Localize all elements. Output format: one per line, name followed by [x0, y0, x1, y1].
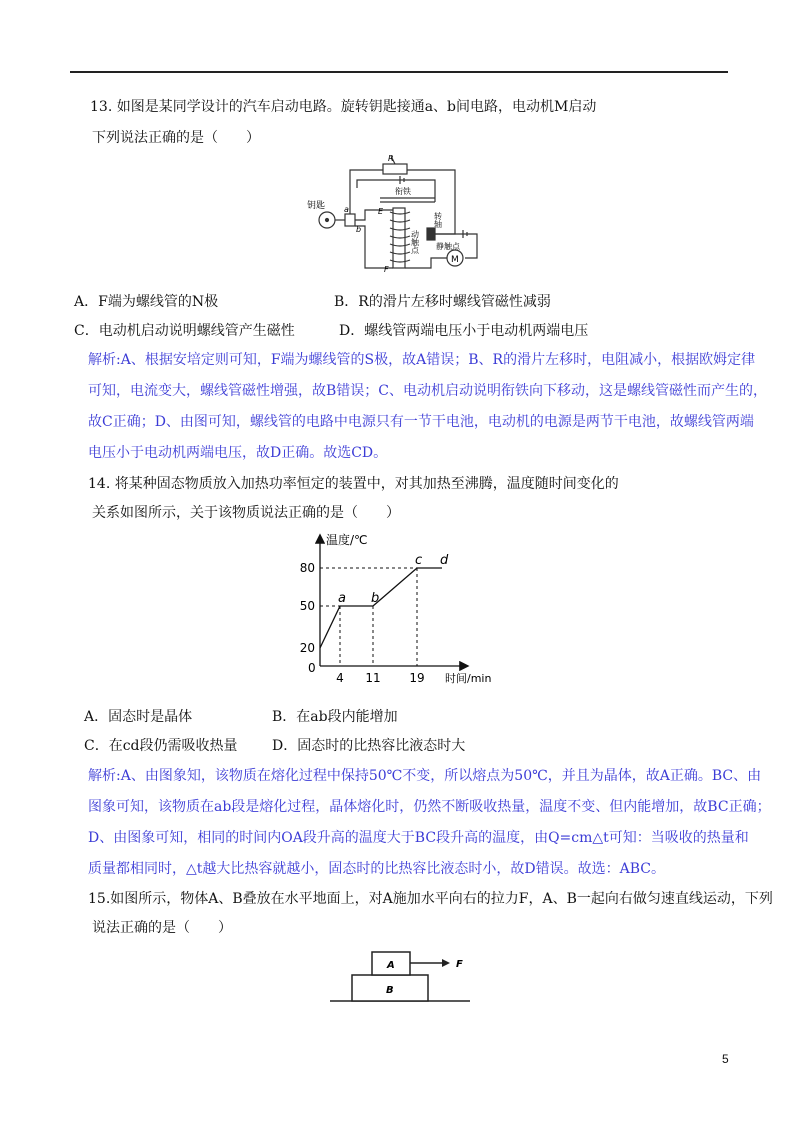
block-b-label: B — [386, 985, 394, 996]
terminal-a-label: a — [344, 205, 349, 214]
q13-answer-line-3: 故C正确；D、由图可知，螺线管的电路中电源只有一节干电池，电动机的电源是两节干电池，故螺线管两端 — [88, 414, 754, 430]
q13-answer-line-2: 可知，电流变大，螺线管磁性增强，故B错误；C、电动机启动说明衔铁向下移动，这是螺线管磁性而产生的， — [88, 383, 767, 399]
q15-stem-line-2: 说法正确的是（ ） — [92, 920, 232, 936]
key-label: 钥匙 — [307, 201, 326, 211]
rheostat-label: R — [388, 154, 394, 163]
x-tick-label-19: 19 — [409, 671, 425, 685]
header-rule — [70, 71, 728, 73]
point-label-c: c — [415, 553, 423, 568]
motor-label: M — [451, 255, 459, 265]
q13-option-c: C．电动机启动说明螺线管产生磁性 — [74, 323, 295, 339]
y-tick-label-80: 80 — [299, 561, 315, 575]
x-axis-label: 时间/min — [445, 672, 492, 685]
pivot-label: 转轴 — [433, 212, 443, 228]
y-axis-label: 温度/℃ — [326, 533, 368, 547]
y-tick-label-20: 20 — [299, 641, 315, 655]
q13-answer-line-1: 解析:A、根据安培定则可知，F端为螺线管的S极，故A错误；B、R的滑片左移时，电阻减小，根据欧姆定律 — [88, 352, 756, 368]
q13-option-a: A．F端为螺线管的N极 — [74, 294, 219, 310]
q14-answer-line-1: 解析:A、由图象知，该物质在熔化过程中保持50℃不变，所以熔点为50℃，并且为晶体，故A正确。BC、由 — [88, 768, 762, 784]
q14-option-d: D．固态时的比热容比液态时大 — [272, 738, 466, 754]
x-tick-label-11: 11 — [365, 671, 381, 685]
q14-answer-line-2: 图象可知，该物质在ab段是熔化过程，晶体熔化时，仍然不断吸收热量，温度不变、但内能增加，故BC正确； — [88, 799, 771, 815]
page-number: 5 — [722, 1052, 729, 1066]
q13-circuit-figure — [305, 150, 480, 275]
point-label-b: b — [371, 591, 380, 606]
q14-answer-line-3: D、由图象可知，相同的时间内OA段升高的温度大于BC段升高的温度，由Q=cm△t可知：当吸收的热量和 — [88, 830, 749, 846]
f-end-label: F — [384, 265, 389, 274]
q14-temperature-chart — [295, 530, 505, 690]
q13-option-d: D．螺线管两端电压小于电动机两端电压 — [339, 323, 589, 339]
static-contact-label: 静触点 — [436, 242, 460, 251]
block-a-label: A — [387, 960, 395, 971]
battery-e-label: E — [378, 207, 384, 216]
force-arrow-head — [442, 959, 450, 967]
q15-stem-line-1: 15.如图所示，物体A、B叠放在水平地面上，对A施加水平向右的拉力F，A、B一起向右做匀速直线运动，下列 — [88, 891, 773, 907]
q14-option-c: C．在cd段仍需吸收热量 — [84, 738, 238, 754]
q14-stem-line-1: 14. 将某种固态物质放入加热功率恒定的装置中，对其加热至沸腾，温度随时间变化的 — [88, 476, 619, 492]
q14-stem-line-2: 关系如图所示，关于该物质说法正确的是（ ） — [92, 505, 400, 521]
q15-blocks-figure — [330, 945, 480, 1005]
iron-label: 衔铁 — [395, 187, 411, 196]
origin-label: 0 — [308, 661, 316, 675]
q14-option-a: A．固态时是晶体 — [84, 709, 193, 725]
terminal-b-label: b — [356, 225, 362, 234]
point-label-d: d — [440, 553, 449, 568]
temperature-series-line — [320, 568, 442, 648]
q14-option-b: B．在ab段内能增加 — [272, 709, 398, 725]
q13-stem-line-2: 下列说法正确的是（ ） — [92, 130, 260, 146]
q13-option-b: B．R的滑片左移时螺线管磁性减弱 — [334, 294, 551, 310]
q13-stem-line-1: 13. 如图是某同学设计的汽车启动电路。旋转钥匙接通a、b间电路，电动机M启动 — [90, 99, 597, 115]
q13-answer-line-4: 电压小于电动机两端电压，故D正确。故选CD。 — [88, 445, 388, 461]
force-f-label: F — [456, 959, 463, 970]
moving-contact-label: 动触点 — [410, 230, 420, 254]
point-label-a: a — [338, 591, 346, 606]
y-tick-label-50: 50 — [299, 599, 315, 613]
q14-answer-line-4: 质量都相同时，△t越大比热容就越小，固态时的比热容比液态时小，故D错误。故选：ABC。 — [88, 861, 665, 877]
x-tick-label-4: 4 — [336, 671, 344, 685]
